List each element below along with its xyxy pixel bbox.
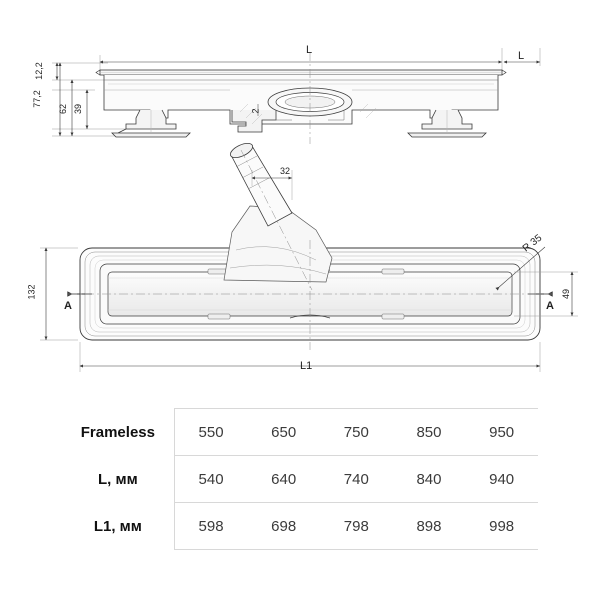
side-view xyxy=(52,48,540,144)
dim-overall-length-L: L xyxy=(306,44,313,56)
dim-width-132: 132 xyxy=(26,284,37,300)
dim-radius-R35: R 35 xyxy=(520,232,545,255)
row-header-l1: L1, мм xyxy=(62,503,174,550)
cell-frameless-4: 850 xyxy=(393,409,466,456)
cell-l1-2: 698 xyxy=(247,503,320,550)
cell-l-4: 840 xyxy=(393,456,466,503)
section-marker-right-A: A xyxy=(546,300,554,312)
dim-length-L1: L1 xyxy=(300,360,313,372)
spec-table xyxy=(62,408,538,550)
cell-l-3: 740 xyxy=(320,456,393,503)
table-row xyxy=(62,456,538,503)
cell-l1-5: 998 xyxy=(465,503,538,550)
dim-right-length-L: L xyxy=(518,50,525,62)
cell-l-2: 640 xyxy=(247,456,320,503)
row-header-frameless: Frameless xyxy=(62,409,174,456)
section-marker-left-A: A xyxy=(64,300,72,312)
cell-frameless-5: 950 xyxy=(465,409,538,456)
cell-l1-3: 798 xyxy=(320,503,393,550)
top-view xyxy=(40,140,578,372)
cell-l-5: 940 xyxy=(465,456,538,503)
dim-tick-2: 2 xyxy=(250,108,261,114)
table-row xyxy=(62,409,538,456)
cell-l1-4: 898 xyxy=(393,503,466,550)
cell-frameless-1: 550 xyxy=(174,409,247,456)
dim-outlet-32: 32 xyxy=(280,166,291,176)
cell-l1-1: 598 xyxy=(174,503,247,550)
table-row xyxy=(62,503,538,550)
dim-inner-width-49: 49 xyxy=(561,288,572,300)
dim-height-inner: 39 xyxy=(73,103,84,115)
dim-height-top: 12,2 xyxy=(33,62,44,80)
row-header-l: L, мм xyxy=(62,456,174,503)
cell-frameless-3: 750 xyxy=(320,409,393,456)
cell-frameless-2: 650 xyxy=(247,409,320,456)
dim-height-body: 62 xyxy=(58,103,69,115)
cell-l-1: 540 xyxy=(174,456,247,503)
dim-height-total: 77,2 xyxy=(31,90,42,108)
